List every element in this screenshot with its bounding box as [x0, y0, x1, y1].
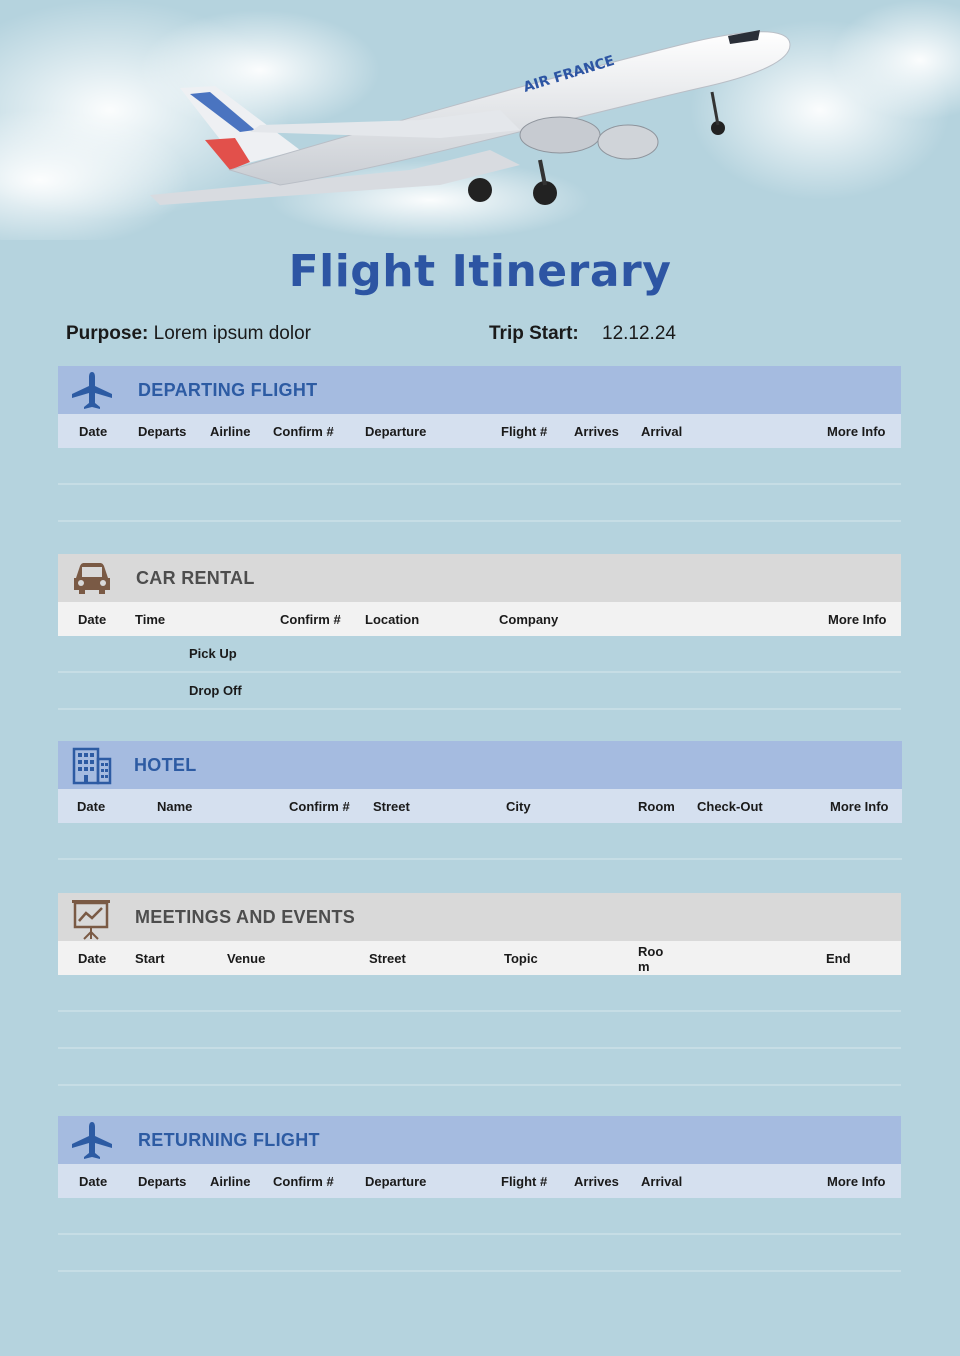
trip-start-line	[489, 323, 676, 345]
airline-livery-text: AIR FRANCE	[521, 52, 617, 96]
returning-flight-columns	[58, 1164, 901, 1198]
hotel-section	[58, 741, 902, 860]
hero-airplane-image	[0, 0, 960, 240]
hotel-columns	[58, 789, 902, 823]
column-header: More Info	[828, 612, 887, 627]
table-row[interactable]	[58, 448, 901, 485]
trip-start-label: Trip Start:	[489, 323, 579, 344]
column-header: m	[638, 959, 650, 974]
column-header: Street	[369, 951, 406, 966]
departing-flight-section	[58, 366, 901, 522]
column-header: Arrival	[641, 424, 683, 439]
column-header: Airline	[210, 1174, 251, 1189]
column-header: Company	[499, 612, 559, 627]
hotel-header	[58, 741, 902, 789]
column-header: Date	[79, 1174, 108, 1189]
building-icon	[70, 745, 114, 785]
column-header: Date	[77, 799, 106, 814]
column-header: Check-Out	[697, 799, 763, 814]
car-rental-section	[58, 554, 901, 710]
table-row[interactable]	[58, 1198, 901, 1235]
column-header: Venue	[227, 951, 266, 966]
column-header: Departure	[365, 424, 427, 439]
column-header: Flight #	[501, 424, 548, 439]
meetings-title: MEETINGS AND EVENTS	[135, 906, 356, 927]
table-row[interactable]	[58, 1049, 901, 1086]
column-header: Date	[78, 612, 107, 627]
column-header: Roo	[638, 944, 664, 959]
column-header: More Info	[827, 424, 886, 439]
column-header: Name	[157, 799, 193, 814]
airplane-icon	[70, 1120, 114, 1160]
airplane-icon	[70, 370, 114, 410]
column-header: More Info	[827, 1174, 886, 1189]
column-header: Date	[79, 424, 108, 439]
column-header: Street	[373, 799, 410, 814]
purpose-value: Lorem ipsum dolor	[153, 323, 311, 344]
car-icon	[70, 558, 114, 598]
column-header: End	[826, 951, 851, 966]
table-row[interactable]	[58, 636, 901, 673]
table-row[interactable]	[58, 673, 901, 710]
column-header: Arrives	[574, 424, 619, 439]
column-header: Time	[135, 612, 166, 627]
column-header: Airline	[210, 424, 251, 439]
departing-flight-columns	[58, 414, 901, 448]
car-rental-header	[58, 554, 901, 602]
column-header: Arrives	[574, 1174, 619, 1189]
column-header: Flight #	[501, 1174, 548, 1189]
table-row[interactable]	[58, 1235, 901, 1272]
column-header: Departure	[365, 1174, 427, 1189]
column-header: Arrival	[641, 1174, 683, 1189]
table-row[interactable]	[58, 975, 901, 1012]
meetings-section	[58, 893, 901, 1086]
column-header: Departs	[138, 1174, 187, 1189]
column-header: Confirm #	[273, 424, 334, 439]
column-header: Confirm #	[273, 1174, 334, 1189]
table-row[interactable]	[58, 1012, 901, 1049]
column-header: Topic	[504, 951, 538, 966]
hotel-title: HOTEL	[134, 754, 197, 775]
column-header: City	[506, 799, 531, 814]
row-label: Drop Off	[189, 683, 242, 698]
page-title: Flight Itinerary	[288, 246, 672, 297]
column-header: Room	[638, 799, 675, 814]
row-label: Pick Up	[189, 646, 237, 661]
car-rental-title: CAR RENTAL	[136, 567, 255, 588]
presentation-icon	[70, 897, 114, 941]
returning-flight-header	[58, 1116, 901, 1164]
column-header: Departs	[138, 424, 187, 439]
purpose-label: Purpose:	[66, 323, 149, 344]
table-row[interactable]	[58, 485, 901, 522]
column-header: Date	[78, 951, 107, 966]
column-header: Start	[135, 951, 165, 966]
trip-start-value: 12.12.24	[602, 323, 676, 344]
returning-flight-section	[58, 1116, 901, 1272]
departing-flight-header	[58, 366, 901, 414]
table-row[interactable]	[58, 823, 902, 860]
purpose-line	[66, 323, 311, 345]
meetings-header	[58, 893, 901, 941]
column-header: More Info	[830, 799, 889, 814]
column-header: Confirm #	[289, 799, 350, 814]
returning-flight-title: RETURNING FLIGHT	[138, 1129, 320, 1150]
column-header: Location	[365, 612, 420, 627]
meetings-columns	[58, 941, 901, 975]
car-rental-columns	[58, 602, 901, 636]
departing-flight-title: DEPARTING FLIGHT	[138, 379, 318, 400]
column-header: Confirm #	[280, 612, 341, 627]
